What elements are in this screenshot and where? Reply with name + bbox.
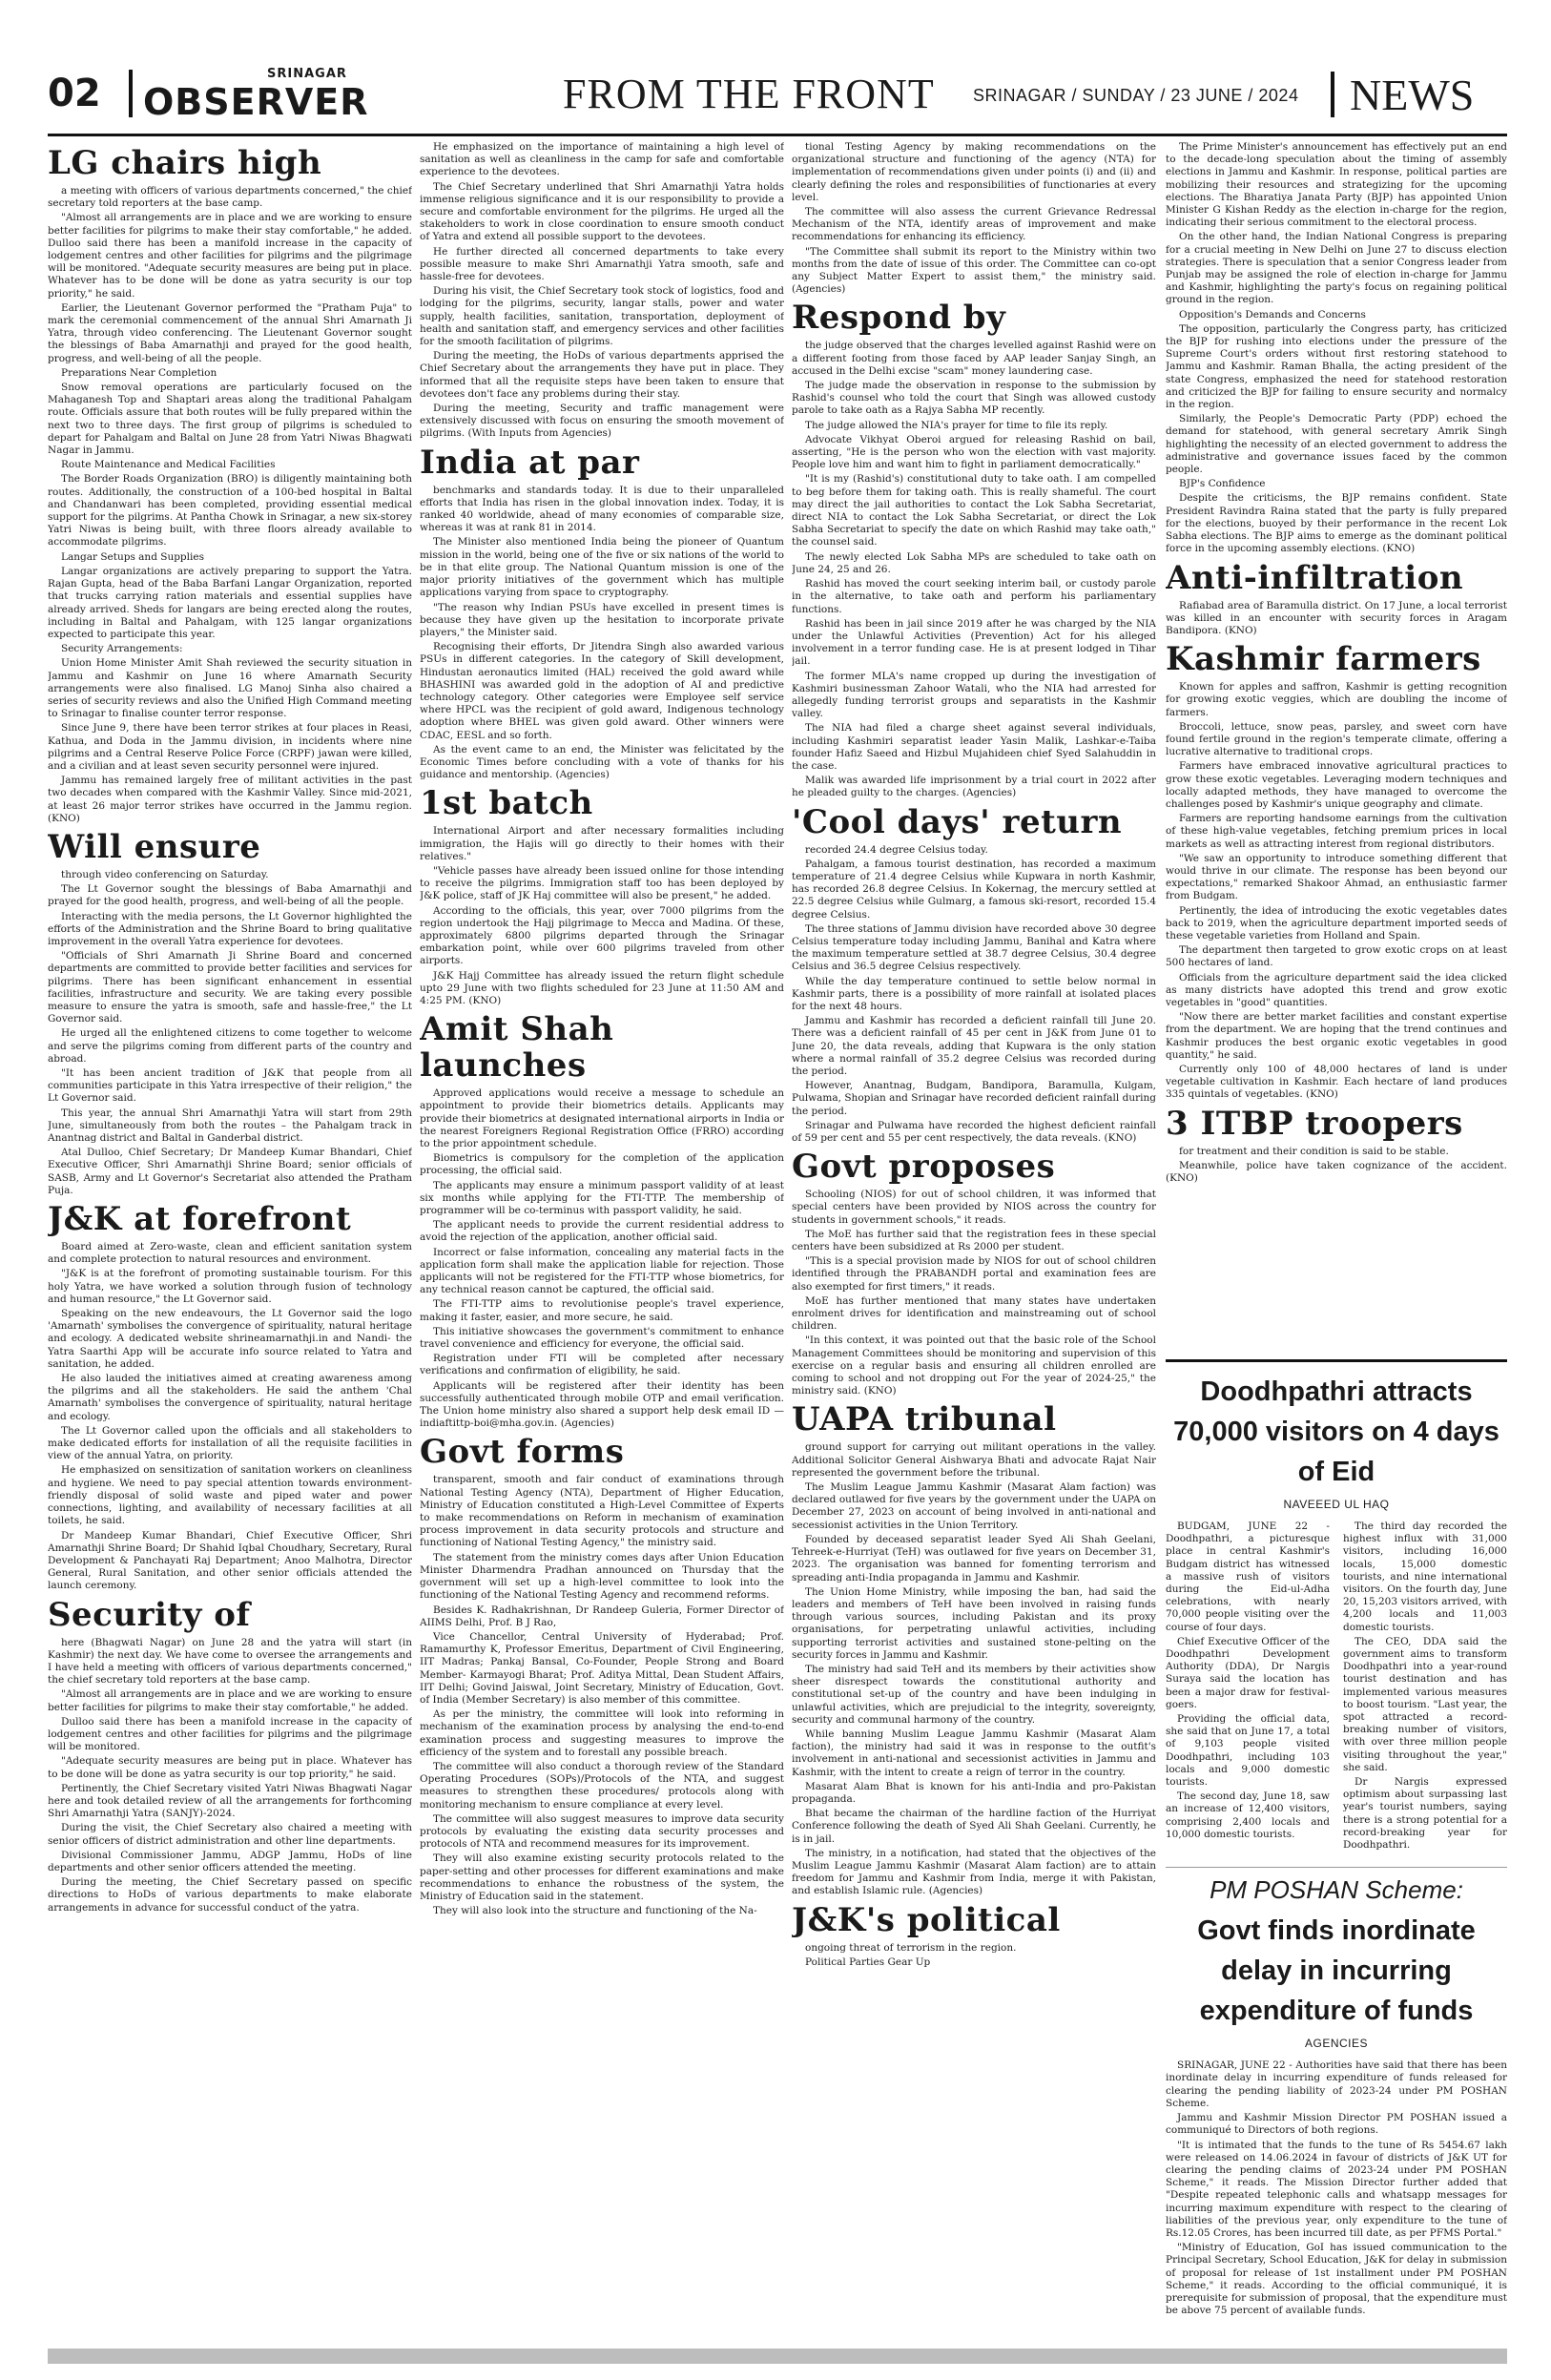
article-paragraph: J&K Hajj Committee has already issued the return flight schedule upto 29 June with two flights scheduled for 23 June at 11:50 AM and 4:25 PM. (KNO): [420, 969, 784, 1006]
article-paragraph: ongoing threat of terrorism in the region.: [805, 1941, 1017, 1954]
article-paragraph: Registration under FTI will be completed after necessary verifications and confirmation of eligibility, he said.: [420, 1353, 784, 1377]
article-paragraph: recorded 24.4 degree Celsius today.: [805, 843, 988, 856]
article-paragraph: The ministry had said TeH and its members by their activities show sheer disrespect towards the constitutional authority and constitutional set-up of the country and have been indulging in unlawful activities, which are prejudicial to the integrity, sovereignty, security and communal harmony of the country.: [792, 1663, 1156, 1726]
article-paragraph: "Almost all arrangements are in place and we are working to ensure better facilities for pilgrims to make their stay comfortable," he added.: [48, 1688, 412, 1713]
article-paragraph: Incorrect or false information, concealing any material facts in the application form shall make the application liable for rejection. Those applicants will not be registered for the FTI-TTP whose biometrics, for any technical reason cannot be captured, the official said.: [420, 1246, 784, 1296]
article-paragraph: During the meeting, Security and traffic management were extensively discussed with focus on ensuring the smooth movement of pilgrims. (With Inputs from Agencies): [420, 403, 784, 440]
article-paragraph: During the meeting, the Chief Secretary passed on specific directions to HoDs of various departments to make elaborate arrangements in advance for successful conduct of the yatra.: [48, 1876, 412, 1914]
headline-kashmir-farmers: Kashmir farmers: [1166, 640, 1481, 679]
headline-govt-proposes: Govt proposes: [792, 1148, 1056, 1187]
article-paragraph: While banning Muslim League Jammu Kashmir (Masarat Alam faction), the ministry had said it was in response to the outfit's involvement in anti-national and secessionist activities in Jammu and Kashmir, with the intent to create a reign of terror in the country.: [792, 1728, 1156, 1778]
article-paragraph: BUDGAM, JUNE 22 - Doodhpathri, a picturesque place in central Kashmir's Budgam district has witnessed a massive rush of visitors during the Eid-ul-Adha celebrations, with nearly 70,000 people visiting over the course of four days.: [1166, 1521, 1330, 1633]
article-paragraph: transparent, smooth and fair conduct of examinations through National Testing Agency (NTA), Department of Higher Education, Ministry of Education constituted a High-Level Committee of Experts to make recommendations on Reform in mechanism of examination process improvement in data security protocols and structure and functioning of National Testing Agency," the ministry said.: [420, 1474, 784, 1549]
article-paragraph: through video conferencing on Saturday.: [61, 868, 269, 880]
masthead-divider-right: [1331, 72, 1334, 117]
article-paragraph: "Officials of Shri Amarnath Ji Shrine Board and concerned departments are committed to provide better facilities and services for pilgrims. There has been significant enhancement in essential facilities, infrastructure and security. We are taking every possible measure to ensure the yatra is smooth, safe and hassle-free," the Lt Governor said.: [48, 950, 412, 1025]
article-paragraph: Rashid has been in jail since 2019 after he was charged by the NIA under the Unlawful Activities (Prevention) Act for his alleged involvement in a terror funding case. He is at present lodged in Tihar jail.: [792, 617, 1156, 668]
article-paragraph: Applicants will be registered after their identity has been successfully authenticated through mobile OTP and email verification. The Union home ministry also shared a support help desk email ID — indiaftittp-boi@mha.gov.in. (Agencies): [420, 1379, 784, 1430]
article-paragraph: a meeting with officers of various departments concerned," the chief secretary told reporters at the base camp.: [48, 185, 412, 210]
article-paragraph: The committee will also suggest measures to improve data security protocols by evaluating the existing data security processes and protocols of NTA and recommend measures for its improvement.: [420, 1812, 784, 1851]
feature-body: [1166, 1521, 1507, 1853]
article-paragraph: The applicants may ensure a minimum passport validity of at least six months while applying for the FTI-TTP. The membership of programmer will be co-terminus with passport validity, he said.: [420, 1179, 784, 1217]
article-paragraph: The judge made the observation in response to the submission by Rashid's counsel who told the court that Singh was allowed custody parole to take oath as a Rajya Sabha MP recently.: [792, 380, 1156, 417]
article-paragraph: They will also examine existing security protocols related to the paper-setting and other processes for different examinations and make recommendations to enhance the robustness of the system, the Ministry of Education said in the statement.: [420, 1852, 784, 1902]
article-paragraph: The opposition, particularly the Congress party, has criticized the BJP for rushing into elections under the pressure of the Supreme Court's orders without first restoring statehood to Jammu and Kashmir. Raman Bhalla, the acting president of the state Congress, emphasized the need for statehood restoration and criticized the BJP for failing to ensure security and normalcy in the region.: [1166, 322, 1507, 411]
article-paragraph: "Almost all arrangements are in place and we are working to ensure better facilities for pilgrims to make their stay comfortable," he added. Dulloo said there has been a manifold increase in the capacity of lodgement centres and other facilities for pilgrims and the pilgrimage will be monitored. "Adequate security measures are being put in place. Whatever has to be done will be done as yatra security is our top priority," he said.: [48, 212, 412, 300]
article-paragraph: Besides K. Radhakrishnan, Dr Randeep Guleria, Former Director of AIIMS Delhi, Prof. B J Rao,: [420, 1604, 784, 1628]
article-paragraph: MoE has further mentioned that many states have undertaken enrolment drives for identification and mainstreaming out of school children.: [792, 1294, 1156, 1333]
article-paragraph: Rashid has moved the court seeking interim bail, or custody parole in the alternative, to take oath and perform his parliamentary functions.: [792, 578, 1156, 615]
article-paragraph: Speaking on the new endeavours, the Lt Governor said the logo 'Amarnath' symbolises the convergence of spirituality, natural heritage and ecology. A dedicated website shrineamarnathji.in and Nandi- the Yatra Saarthi App will be accurate info source related to Yatra and sanitation, he added.: [48, 1308, 412, 1370]
article-paragraph: Divisional Commissioner Jammu, ADGP Jammu, HoDs of line departments and other senior officers attended the meeting.: [48, 1849, 412, 1873]
article-paragraph: International Airport and after necessary formalities including immigration, the Hajis will go directly to their homes with their relatives.": [420, 825, 784, 862]
headline-anti-infiltration: Anti-infiltration: [1166, 558, 1464, 597]
subheading: Langar Setups and Supplies: [61, 550, 204, 563]
headline-cool-days: 'Cool days' return: [792, 802, 1123, 841]
article-paragraph: Despite the criticisms, the BJP remains confident. State President Ravindra Raina stated that the party is fully prepared for the elections, buoyed by their performance in the recent Lok Sabha elections. The BJP aims to emerge as the dominant political force in the upcoming assembly elections. (KNO): [1166, 492, 1507, 555]
category-label: NEWS: [1350, 71, 1475, 119]
article-paragraph: The Minister also mentioned India being the pioneer of Quantum mission in the world, being one of the five or six nations of the world to be in that elite group. The National Quantum mission is one of the major priority initiatives of the government which has multiple applications varying from space to cryptography.: [420, 536, 784, 599]
article-paragraph: He also lauded the initiatives aimed at creating awareness among the pilgrims and all the stakeholders. He said the anthem 'Chal Amarnath' symbolises the convergence of spirituality, natural heritage and ecology.: [48, 1373, 412, 1422]
article-paragraph: "Adequate security measures are being put in place. Whatever has to be done will be done as yatra security is our top priority," he said.: [48, 1755, 412, 1780]
article-paragraph: The statement from the ministry comes days after Union Education Minister Dharmendra Pradhan announced on Thursday that the government will set up a high-level committee to look into the functioning of the National Testing Agency and recommend reforms.: [420, 1551, 784, 1602]
feature-col-left: [1166, 1521, 1330, 1853]
article-paragraph: The judge allowed the NIA's prayer for time to file its reply.: [805, 419, 1108, 431]
article-paragraph: Founded by deceased separatist leader Syed Ali Shah Geelani, Tehreek-e-Hurriyat (TeH) was outlawed for five years on December 31, 2023. The organisation was banned for fomenting terrorism and spreading anti-India propaganda in Jammu and Kashmir.: [792, 1533, 1156, 1583]
masthead-rule: [48, 134, 1507, 136]
article-paragraph: Jammu and Kashmir Mission Director PM POSHAN issued a communiqué to Directors of both regions.: [1166, 2112, 1507, 2137]
article-paragraph: Biometrics is compulsory for the completion of the application processing, the official said.: [420, 1152, 784, 1177]
article-paragraph: They will also look into the structure and functioning of the Na-: [433, 1905, 757, 1917]
article-paragraph: Officials from the agriculture department said the idea clicked as many districts have adopted this trend and grow exotic vegetables in "good" quantities.: [1166, 971, 1507, 1008]
article-paragraph: "We saw an opportunity to introduce something different that would thrive in our climate. The response has been beyond our expectations," remarked Shakoor Ahmad, an enthusiastic farmer from Budgam.: [1166, 852, 1507, 902]
headline-security-of: Security of: [48, 1595, 251, 1634]
section-title: FROM THE FRONT: [563, 71, 935, 117]
feature-headline: Doodhpathri attracts 70,000 visitors on 4 days of Eid: [1173, 1376, 1499, 1487]
article-paragraph: "It is my (Rashid's) constitutional duty to take oath. I am compelled to beg before them for taking oath. This is really shameful. The court may direct the jail authorities to contact the Lok Sabha Secretariat, direct NIA to contact the Lok Sabha Secretariat, or direct the Lok Sabha Secretariat to specify the date on which Rashid may take oath," the counsel said.: [792, 473, 1156, 548]
article-paragraph: Dr Mandeep Kumar Bhandari, Chief Executive Officer, Shri Amarnathji Shrine Board; Dr Shahid Iqbal Choudhary, Secretary, Rural Development & Panchayati Raj Department; Anoo Malhotra, Director General, Rural Sanitation, and other senior officials attended the launch ceremony.: [48, 1529, 412, 1592]
headline-will-ensure: Will ensure: [48, 827, 261, 866]
article-paragraph: During the meeting, the HoDs of various departments apprised the Chief Secretary about the arrangements they have put in place. They informed that all the requisite steps have been taken to ensure that devotees don't face any problems during their stay.: [420, 350, 784, 400]
headline-amit-shah: Amit Shah launches: [420, 1010, 614, 1086]
article-paragraph: Farmers have embraced innovative agricultural practices to grow these exotic vegetables. Leveraging modern techniques and locally adapted methods, they have managed to overcome the challenges posed by Kashmir's unique geography and climate.: [1166, 760, 1507, 810]
article-paragraph: Bhat became the chairman of the hardline faction of the Hurriyat Conference following the death of Syed Ali Shah Geelani. Currently, he is in jail.: [792, 1808, 1156, 1845]
article-paragraph: As per the ministry, the committee will look into reforming in mechanism of the examination process by analysing the end-to-end examination process and suggesting measures to improve the efficiency of the system and to forestall any possible breach.: [420, 1708, 784, 1758]
article-paragraph: Masarat Alam Bhat is known for his anti-India and pro-Pakistan propaganda.: [792, 1780, 1156, 1805]
article-paragraph: During his visit, the Chief Secretary took stock of logistics, food and lodging for the pilgrims, security, langar stalls, power and water supply, health facilities, sanitation, transportation, deployment of health and sanitation staff, and emergency services and other facilities for the smooth facilitation of pilgrims.: [420, 285, 784, 348]
article-paragraph: for treatment and their condition is said to be stable.: [1179, 1145, 1449, 1157]
article-paragraph: The CEO, DDA said the government aims to transform Doodhpathri into a year-round tourist destination and has implemented various measures to boost tourism. "Last year, the spot attracted a record-breaking number of visitors, with over three million people visiting throughout the year," she said.: [1343, 1635, 1507, 1773]
article-paragraph: This initiative showcases the government's commitment to enhance travel convenience and efficiency for everyone, the official said.: [420, 1325, 784, 1351]
article-paragraph: Similarly, the People's Democratic Party (PDP) echoed the demand for statehood, with general secretary Amrik Singh highlighting the necessity of an elected government to address the administrative and governance issues faced by the common people.: [1166, 413, 1507, 476]
article-paragraph: The Chief Secretary underlined that Shri Amarnathji Yatra holds immense religious significance and it is our responsibility to provide a secure and comfortable environment for the pilgrims. He urged all the stakeholders to work in close coordination to ensure smooth conduct of Yatra and extend all possible support to the devotees.: [420, 180, 784, 243]
subheading: Preparations Near Completion: [61, 366, 217, 379]
column-3: [792, 141, 1156, 2340]
article-paragraph: Malik was awarded life imprisonment by a trial court in 2022 after he pleaded guilty to the charges. (Agencies): [792, 775, 1156, 799]
article-paragraph: The ministry, in a notification, had stated that the objectives of the Muslim League Jammu Kashmir (Masarat Alam faction) are to attain freedom for Jammu and Kashmir from India, merge it with Pakistan, and establish Islamic rule. (Agencies): [792, 1847, 1156, 1897]
article-paragraph: The committee will also assess the current Grievance Redressal Mechanism of the NTA, identify areas of improvement and make recommendations for enhancing its efficiency.: [792, 206, 1156, 243]
article-paragraph: Union Home Minister Amit Shah reviewed the security situation in Jammu and Kashmir on June 16 where Amarnath Security arrangements were also finalised. LG Manoj Sinha also chaired a series of security reviews and also the Unified High Command meeting to Srinagar to finalise counter terror response.: [48, 657, 412, 720]
page-number: 02: [48, 72, 101, 115]
article-paragraph: Since June 9, there have been terror strikes at four places in Reasi, Kathua, and Doda in the Jammu division, in incidents where nine pilgrims and a Central Reserve Police Force (CRPF) jawan were killed, and a civilian and at least seven security personnel were injured.: [48, 722, 412, 772]
article-paragraph: He emphasized on the importance of maintaining a high level of sanitation as well as cleanliness in the camp for safe and comfortable experience to the devotees.: [420, 141, 784, 178]
article-paragraph: The newly elected Lok Sabha MPs are scheduled to take oath on June 24, 25 and 26.: [792, 550, 1156, 575]
article-paragraph: Chief Executive Officer of the Doodhpathri Development Authority (DDA), Dr Nargis Suraya said the location has been a major draw for festival-goers.: [1166, 1635, 1330, 1710]
article-paragraph: Broccoli, lettuce, snow peas, parsley, and sweet corn have found fertile ground in the region's temperate climate, offering a lucrative alternative to traditional crops.: [1166, 720, 1507, 758]
article-paragraph: "It is intimated that the funds to the tune of Rs 5454.67 lakh were released on 14.06.2024 in favour of districts of J&K UT for clearing the pending claims of 2023-24 under PM POSHAN Scheme," it reads. The Mission Director further added that "Despite repeated telephonic calls and whatsapp messages for incurring maximum expenditure with respect to the clearing of liabilities of the previous year, only expenditure to the tune of Rs.12.05 Crores, has been incurred till date, as per PFMS Portal.": [1166, 2139, 1507, 2239]
byline: NAVEEED UL HAQ: [1283, 1498, 1390, 1511]
subheading: BJP's Confidence: [1179, 478, 1266, 490]
article-paragraph: Snow removal operations are particularly focused on the Mahaganesh Top and Shaptari areas along the traditional Pahalgam route. Officials assure that both routes will be fully prepared within the next two to three days. The first group of pilgrims is scheduled to depart for Pahalgam and Baltal on June 28 from Yatri Niwas Bhagwati Nagar in Jammu.: [48, 382, 412, 457]
kicker: PM POSHAN Scheme:: [1166, 1867, 1507, 1905]
article-paragraph: SRINAGAR, JUNE 22 - Authorities have said that there has been inordinate delay in incurring expenditure of funds released for clearing the pending liability of 2023-24 under PM POSHAN Scheme.: [1166, 2059, 1507, 2109]
headline-lg-chairs: LG chairs high: [48, 144, 322, 182]
article-paragraph: Board aimed at Zero-waste, clean and efficient sanitation system and complete protection to natural resources and environment.: [48, 1241, 412, 1266]
article-paragraph: Approved applications would receive a message to schedule an appointment to provide their biometrics details. Applicants may provide their biometrics at designated international airports in India or the nearest Foreigners Regional Registration Office (FRRO) according to the prior appointment schedule.: [420, 1087, 784, 1149]
brand-city: SRINAGAR: [267, 67, 347, 81]
article-paragraph: Advocate Vikhyat Oberoi argued for releasing Rashid on bail, asserting, "He is the person who won the election with vast majority. People love him and want him to fight in parliament democratically.": [792, 433, 1156, 471]
article-paragraph: here (Bhagwati Nagar) on June 28 and the yatra will start (in Kashmir) the next day. We have come to oversee the arrangements and I have held a meeting with officers of various departments concerned," the chief secretary told reporters at the base camp.: [48, 1636, 412, 1687]
article-paragraph: The Union Home Ministry, while imposing the ban, had said the leaders and members of TeH have been involved in raising funds through various sources, including Pakistan and its proxy organisations, for perpetrating unlawful activities, including supporting terrorist activities and sustained stone-pelting on the security forces in Jammu and Kashmir.: [792, 1585, 1156, 1661]
headline-govt-forms: Govt forms: [420, 1433, 625, 1472]
article-paragraph: The Lt Governor called upon the officials and all stakeholders to make dedicated efforts for installation of all the requisite facilities in view of the annual Yatra, on priority.: [48, 1424, 412, 1462]
article-paragraph: Pahalgam, a famous tourist destination, has recorded a maximum temperature of 21.4 degree Celsius while Kupwara in north Kashmir, has recorded 26.8 degree Celsius. In Kokernag, the mercury settled at 22.5 degree Celsius while Gulmarg, a famous ski-resort, recorded 15.4 degree Celsius.: [792, 858, 1156, 921]
article-paragraph: "The Committee shall submit its report to the Ministry within two months from the date of issue of this order. The Committee can co-opt any Subject Matter Expert to assist them," the ministry said. (Agencies): [792, 245, 1156, 296]
article-paragraph: During the visit, the Chief Secretary also chaired a meeting with senior officers of district administration and other line departments.: [48, 1822, 412, 1847]
article-paragraph: Earlier, the Lieutenant Governor performed the "Pratham Puja" to mark the ceremonial commencement of the annual Shri Amarnath Ji Yatra, through video conferencing. The Lieutenant Governor sought the blessings of Baba Amarnathji and prayed for the good health, progress, and well-being of all the people.: [48, 301, 412, 364]
article-paragraph: The former MLA's name cropped up during the investigation of Kashmiri businessman Zahoor Watali, who the NIA had arrested for allegedly funding terrorist groups and separatists in the Kashmir valley.: [792, 670, 1156, 720]
article-paragraph: Atal Dulloo, Chief Secretary; Dr Mandeep Kumar Bhandari, Chief Executive Officer, Shri Amarnathji Shrine Board; senior officials of SASB, Army and Lt Governor's Secretariat also attended the Pratham Puja.: [48, 1147, 412, 1196]
article-paragraph: The committee will also conduct a thorough review of the Standard Operating Procedures (SOPs)/Protocols of the NTA, and suggest measures to strengthen these procedures/ protocols along with monitoring mechanism to ensure compliance at every level.: [420, 1760, 784, 1811]
article-paragraph: The third day recorded the highest influx with 31,000 visitors, including 16,000 locals, 15,000 domestic tourists, and nine international visitors. On the fourth day, June 20, 15,203 visitors arrived, with 4,200 locals and 11,003 domestic tourists.: [1343, 1521, 1507, 1633]
article-paragraph: Srinagar and Pulwama have recorded the highest deficient rainfall of 59 per cent and 55 per cent respectively, the data reveals. (KNO): [792, 1119, 1156, 1145]
article-paragraph: Rafiabad area of Baramulla district. On 17 June, a local terrorist was killed in an encounter with security forces in Aragam Bandipora. (KNO): [1166, 599, 1507, 636]
headline-1st-batch: 1st batch: [420, 784, 593, 823]
article-paragraph: Recognising their efforts, Dr Jitendra Singh also awarded various PSUs in different categories. In the category of Skill development, Hindustan aeronautics limited (HAL) received the gold award while BHASHINI was awarded gold in the adoption of AI and predictive technology category. Other categories were Employee self service where HPCL was the recipient of gold award, Indigenous technology adoption where BHEL was given gold award. Other winners were CDAC, EESL and so forth.: [420, 641, 784, 741]
article-paragraph: The NIA had filed a charge sheet against several individuals, including Kashmiri separatist leader Yasin Malik, Lashkar-e-Taiba founder Hafiz Saeed and Hizbul Mujahideen chief Syed Salahuddin in the case.: [792, 722, 1156, 772]
subheading: Political Parties Gear Up: [805, 1956, 931, 1968]
masthead: [48, 62, 1507, 124]
article-paragraph: Farmers are reporting handsome earnings from the cultivation of these high-value vegetables, fetching premium prices in local markets as well as attracting interest from regional distributors.: [1166, 813, 1507, 850]
article-paragraph: The second day, June 18, saw an increase of 12,400 visitors, comprising 2,400 locals and 10,000 domestic tourists.: [1166, 1790, 1330, 1840]
article-paragraph: tional Testing Agency by making recommendations on the organizational structure and functioning of the agency (NTA) for implementation of recommendations given under points (i) and (ii) and clearly defining the roles and responsibilities of functionaries at every level.: [792, 141, 1156, 203]
masthead-divider: [129, 70, 133, 117]
article-paragraph: While the day temperature continued to settle below normal in Kashmir parts, there is a possibility of more rainfall at isolated places for the next 48 hours.: [792, 975, 1156, 1012]
article-paragraph: He further directed all concerned departments to take every possible measure to make Shri Amarnathji Yatra smooth, safe and hassle-free for devotees.: [420, 245, 784, 283]
article-paragraph: ground support for carrying out militant operations in the valley. Additional Solicitor General Aishwarya Bhati and advocate Rajat Nair represented the government before the tribunal.: [792, 1441, 1156, 1479]
feature-headline-2: Govt finds inordinate delay in incurring expenditure of funds: [1197, 1915, 1476, 2027]
article-paragraph: Dr Nargis expressed optimism about surpassing last year's tourist numbers, saying there is a strong potential for a record-breaking year for Doodhpathri.: [1343, 1776, 1507, 1852]
subheading: Security Arrangements:: [61, 643, 183, 655]
article-paragraph: Known for apples and saffron, Kashmir is getting recognition for growing exotic veggies, which are doubling the income of farmers.: [1166, 681, 1507, 718]
dateline: SRINAGAR / SUNDAY / 23 JUNE / 2024: [973, 86, 1299, 105]
headline-itbp-troopers: 3 ITBP troopers: [1166, 1104, 1463, 1143]
article-paragraph: As the event came to an end, the Minister was felicitated by the Economic Times before concluding with a vote of thanks for his guidance and mentorship. (Agencies): [420, 743, 784, 781]
headline-respond-by: Respond by: [792, 299, 1006, 338]
subheading: Route Maintenance and Medical Facilities: [61, 459, 276, 471]
article-paragraph: Providing the official data, she said that on June 17, a total of 9,103 people visited Doodhpathri, including 103 locals and 9,000 domestic tourists.: [1166, 1713, 1330, 1789]
brand-logo: OBSERVER: [143, 81, 369, 123]
article-paragraph: the judge observed that the charges levelled against Rashid were on a different footing from those faced by AAP leader Sanjay Singh, an accused in the Delhi excise "scam" money laundering case.: [792, 340, 1156, 377]
article-paragraph: "Now there are better market facilities and constant expertise from the department. We are hoping that the trend continues and Kashmir produces the best organic exotic vegetables in good quantity," he said.: [1166, 1011, 1507, 1061]
article-paragraph: benchmarks and standards today. It is due to their unparalleled efforts that India has risen in the global innovation index. Today, it is ranked 40 worldwide, ahead of many economies of comparable size, whereas it was at rank 81 in 2014.: [420, 484, 784, 534]
subheading: Opposition's Demands and Concerns: [1179, 308, 1366, 321]
article-paragraph: "It has been ancient tradition of J&K that people from all communities participate in this Yatra irrespective of their religion," the Lt Governor said.: [48, 1067, 412, 1105]
article-paragraph: The department then targeted to grow exotic crops on at least 500 hectares of land.: [1166, 944, 1507, 969]
article-paragraph: Jammu and Kashmir has recorded a deficient rainfall till June 20. There was a deficient rainfall of 45 per cent in J&K from June 01 to June 20, the data reveals, adding that Kupwara is the only station where a normal rainfall of 35.2 degree Celsius was recorded during the period.: [792, 1015, 1156, 1077]
column-4: [1166, 141, 1507, 1355]
article-paragraph: However, Anantnag, Budgam, Bandipora, Baramulla, Kulgam, Pulwama, Shopian and Srinagar have recorded deficient rainfall during the period.: [792, 1080, 1156, 1117]
article-paragraph: The MoE has further said that the registration fees in these special centers have been subsidized at Rs 2000 per student.: [792, 1228, 1156, 1253]
article-paragraph: The Muslim League Jammu Kashmir (Masarat Alam faction) was declared outlawed for five years by the government under the UAPA on December 27, 2023 on account of being involved in anti-national and secessionist activities in the Union Territory.: [792, 1481, 1156, 1531]
article-paragraph: He emphasized on sensitization of sanitation workers on cleanliness and hygiene. We need to pay special attention towards environment-friendly disposal of solid waste and piped water and power connections, lighting, and availability of necessary facilities at all toilets, he said.: [48, 1464, 412, 1527]
article-paragraph: The applicant needs to provide the current residential address to avoid the rejection of the application, another official said.: [420, 1219, 784, 1244]
article-paragraph: Jammu has remained largely free of militant activities in the past two decades when compared with the Kashmir Valley. Since mid-2021, at least 26 major terror strikes have occurred in the Jammu region. (KNO): [48, 775, 412, 824]
column-2: [420, 141, 784, 2340]
byline-2: AGENCIES: [1304, 2037, 1368, 2051]
article-paragraph: Langar organizations are actively preparing to support the Yatra. Rajan Gupta, head of the Baba Barfani Langar Organization, reported that trucks carrying ration materials and essential supplies have already arrived. Sheds for langars are being erected along the routes, including in Baltal and Pahalgam, with 125 langar organizations expected to participate this year.: [48, 565, 412, 640]
article-paragraph: On the other hand, the Indian National Congress is preparing for a crucial meeting in New Delhi on June 27 to discuss election strategies. There is speculation that a senior Congress leader from Punjab may be assigned the role of election in-charge for Jammu and Kashmir, highlighting the party's focus on regaining political ground in the region.: [1166, 231, 1507, 306]
article-paragraph: "The reason why Indian PSUs have excelled in present times is because they have given up the hesitation to incorporate private players," the Minister said.: [420, 601, 784, 638]
article-paragraph: "In this context, it was pointed out that the basic role of the School Management Committees should be monitoring and supervision of this exercise on a regular basis and ensuring all children enrolled are coming to school and not dropping out For the year of 2024-25," the ministry said. (KNO): [792, 1335, 1156, 1397]
article-paragraph: According to the officials, this year, over 7000 pilgrims from the region undertook the Hajj pilgrimage to Mecca and Madina. Of these, approximately 6800 pilgrims departed through the Srinagar embarkation point, while over 600 pilgrims traveled from other airports.: [420, 904, 784, 967]
article-paragraph: Meanwhile, police have taken cognizance of the accident. (KNO): [1166, 1159, 1507, 1185]
article-paragraph: The FTI-TTP aims to revolutionise people's travel experience, making it faster, easier, and more secure, he said.: [420, 1298, 784, 1323]
headline-uapa-tribunal: UAPA tribunal: [792, 1400, 1057, 1439]
article-paragraph: The Prime Minister's announcement has effectively put an end to the decade-long speculation about the timing of assembly elections in Jammu and Kashmir. In response, political parties are mobilizing their resources and strategizing for the upcoming elections. The Bharatiya Janata Party (BJP) has appointed Union Minister G Kishan Reddy as the election in-charge for the region, indicating their serious commitment to the electoral process.: [1166, 141, 1507, 229]
article-paragraph: The Border Roads Organization (BRO) is diligently maintaining both routes. Additionally, the construction of a 100-bed hospital in Baltal and Chandanwari has been completed, providing essential medical support for the pilgrims. At Pantha Chowk in Srinagar, a new six-storey Yatri Niwas is being built, with three floors already available to accommodate pilgrims.: [48, 473, 412, 548]
headline-india-at-par: India at par: [420, 443, 640, 482]
headline-jk-forefront: J&K at forefront: [48, 1200, 352, 1239]
feature-col-right: [1343, 1521, 1507, 1853]
article-paragraph: Vice Chancellor, Central University of Hyderabad; Prof. Ramamurthy K, Professor Emeritus, Department of Civil Engineering, IIT Madras; Pankaj Bansal, Co-Founder, People Strong and Board Member- Karmayogi Bharat; Prof. Aditya Mittal, Dean Student Affairs, IIT Delhi; Govind Jaiswal, Joint Secretary, Ministry of Education, Govt. of India (Member Secretary) is also member of this committee.: [420, 1630, 784, 1706]
article-paragraph: "This is a special provision made by NIOS for out of school children identified through the PRABANDH portal and examination fees are also exempted for first timers," it reads.: [792, 1255, 1156, 1293]
article-paragraph: Interacting with the media persons, the Lt Governor highlighted the efforts of the Administration and the Shrine Board to bring qualitative improvement in the overall Yatra experience for devotees.: [48, 910, 412, 947]
article-paragraph: "Vehicle passes have already been issued online for those intending to receive the pilgrims. Immigration staff too has been deployed by J&K police, staff of JK Haj committee will also be present," he added.: [420, 864, 784, 902]
headline-jk-political: J&K's political: [792, 1900, 1061, 1939]
article-paragraph: "J&K is at the forefront of promoting sustainable tourism. For this holy Yatra, we have worked a solution through fusion of technology and human resource," the Lt Governor said.: [48, 1268, 412, 1305]
article-paragraph: Currently only 100 of 48,000 hectares of land is under vegetable cultivation in Kashmir. Each hectare of land produces 335 quintals of vegetables. (KNO): [1166, 1064, 1507, 1101]
article-paragraph: "Ministry of Education, GoI has issued communication to the Principal Secretary, School Education, J&K for delay in submission of proposal for release of 1st installment under PM POSHAN Scheme," it reads. According to the official communiqué, it is prerequisite for submission of proposal, that the expenditure must be above 75 percent of available funds.: [1166, 2242, 1507, 2317]
article-paragraph: Schooling (NIOS) for out of school children, it was informed that special centers have been provided by NIOS across the country for students in government schools," it reads.: [792, 1189, 1156, 1226]
article-paragraph: Dulloo said there has been a manifold increase in the capacity of lodgement centres and other facilities for pilgrims and the pilgrimage will be monitored.: [48, 1715, 412, 1753]
article-paragraph: Pertinently, the Chief Secretary visited Yatri Niwas Bhagwati Nagar here and took detailed review of all the arrangements for forthcoming Shri Amarnathji Yatra (SANJY)-2024.: [48, 1782, 412, 1820]
column-1: [48, 141, 412, 2340]
article-paragraph: The three stations of Jammu division have recorded above 30 degree Celsius temperature today including Jammu, Banihal and Katra where the maximum temperature settled at 38.7 degree Celsius, 30.4 degree Celsius and 36.5 degree Celsius respectively.: [792, 922, 1156, 973]
feature-box: [1166, 1359, 1507, 2349]
article-paragraph: This year, the annual Shri Amarnathji Yatra will start from 29th June, simultaneously from both the routes – the Pahalgam track in Anantnag district and Baltal in Ganderbal district.: [48, 1107, 412, 1145]
footer-bar: [48, 2349, 1507, 2364]
article-paragraph: Pertinently, the idea of introducing the exotic vegetables dates back to 2019, when the agriculture department imported seeds of these vegetable varieties from Holland and Spain.: [1166, 904, 1507, 942]
article-paragraph: The Lt Governor sought the blessings of Baba Amarnathji and prayed for the good health, progress, and well-being of all the people.: [48, 883, 412, 908]
article-paragraph: He urged all the enlightened citizens to come together to welcome and serve the pilgrims coming from different parts of the country and abroad.: [48, 1027, 412, 1065]
